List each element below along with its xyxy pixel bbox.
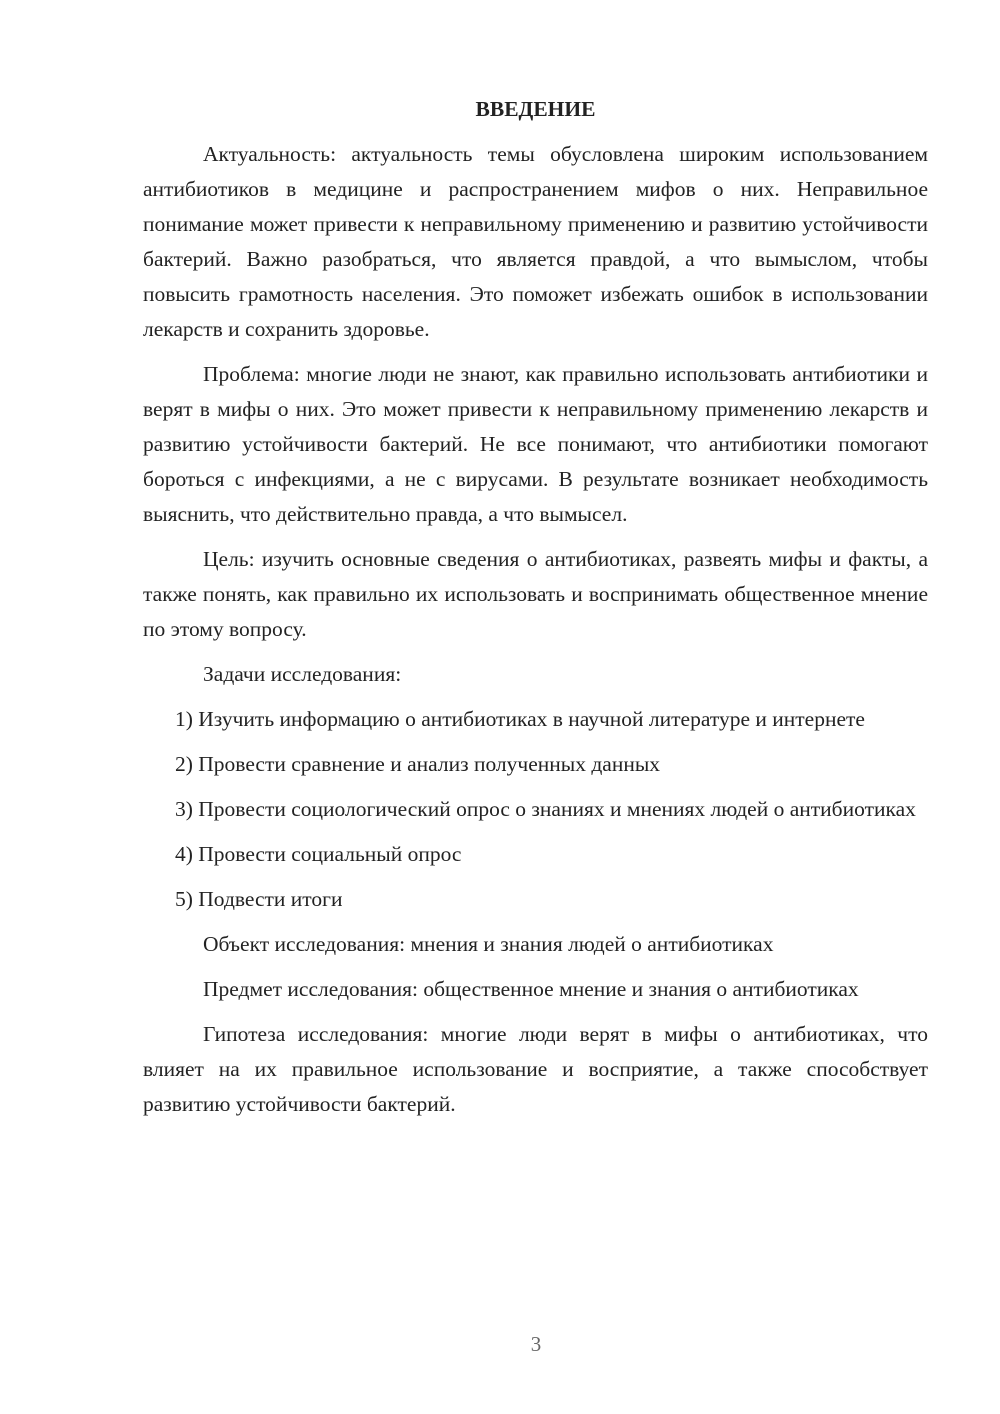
document-page (143, 92, 928, 1122)
task-item-1: 1) Изучить информацию о антибиотиках в научной литературе и интернете (175, 707, 865, 731)
paragraph-subject: Предмет исследования: общественное мнение и знания о антибиотиках (203, 977, 859, 1001)
task-item-4: 4) Провести социальный опрос (175, 842, 462, 866)
page-title: ВВЕДЕНИЕ (475, 97, 596, 121)
page-number: 3 (530, 1332, 542, 1356)
paragraph-relevance: Актуальность: актуальность темы обусловлена широким использованием антибиотиков в медицине и распространением мифов о них. Неправильное понимание может привести к неправильному применению и развитию устойчивости бактерий. Важно разобраться, что является правдой, а что вымыслом, чтобы повысить грамотность населения. Это поможет избежать ошибок в использовании лекарств и сохранить здоровье. (143, 142, 928, 341)
paragraph-problem: Проблема: многие люди не знают, как правильно использовать антибиотики и верят в мифы о них. Это может привести к неправильному применению лекарств и развитию устойчивости бактерий. Не все понимают, что антибиотики помогают бороться с инфекциями, а не с вирусами. В результате возникает необходимость выяснить, что действительно правда, а что вымысел. (143, 362, 928, 526)
task-item-2: 2) Провести сравнение и анализ полученных данных (175, 752, 661, 776)
task-item-3: 3) Провести социологический опрос о знаниях и мнениях людей о антибиотиках (175, 797, 916, 821)
paragraph-tasks-heading: Задачи исследования: (203, 662, 402, 686)
paragraph-object: Объект исследования: мнения и знания людей о антибиотиках (203, 932, 774, 956)
paragraph-goal: Цель: изучить основные сведения о антибиотиках, развеять мифы и факты, а также понять, как правильно их использовать и воспринимать общественное мнение по этому вопросу. (143, 547, 928, 641)
paragraph-hypothesis: Гипотеза исследования: многие люди верят в мифы о антибиотиках, что влияет на их правильное использование и восприятие, а также способствует развитию устойчивости бактерий. (143, 1022, 928, 1116)
task-item-5: 5) Подвести итоги (175, 887, 343, 911)
